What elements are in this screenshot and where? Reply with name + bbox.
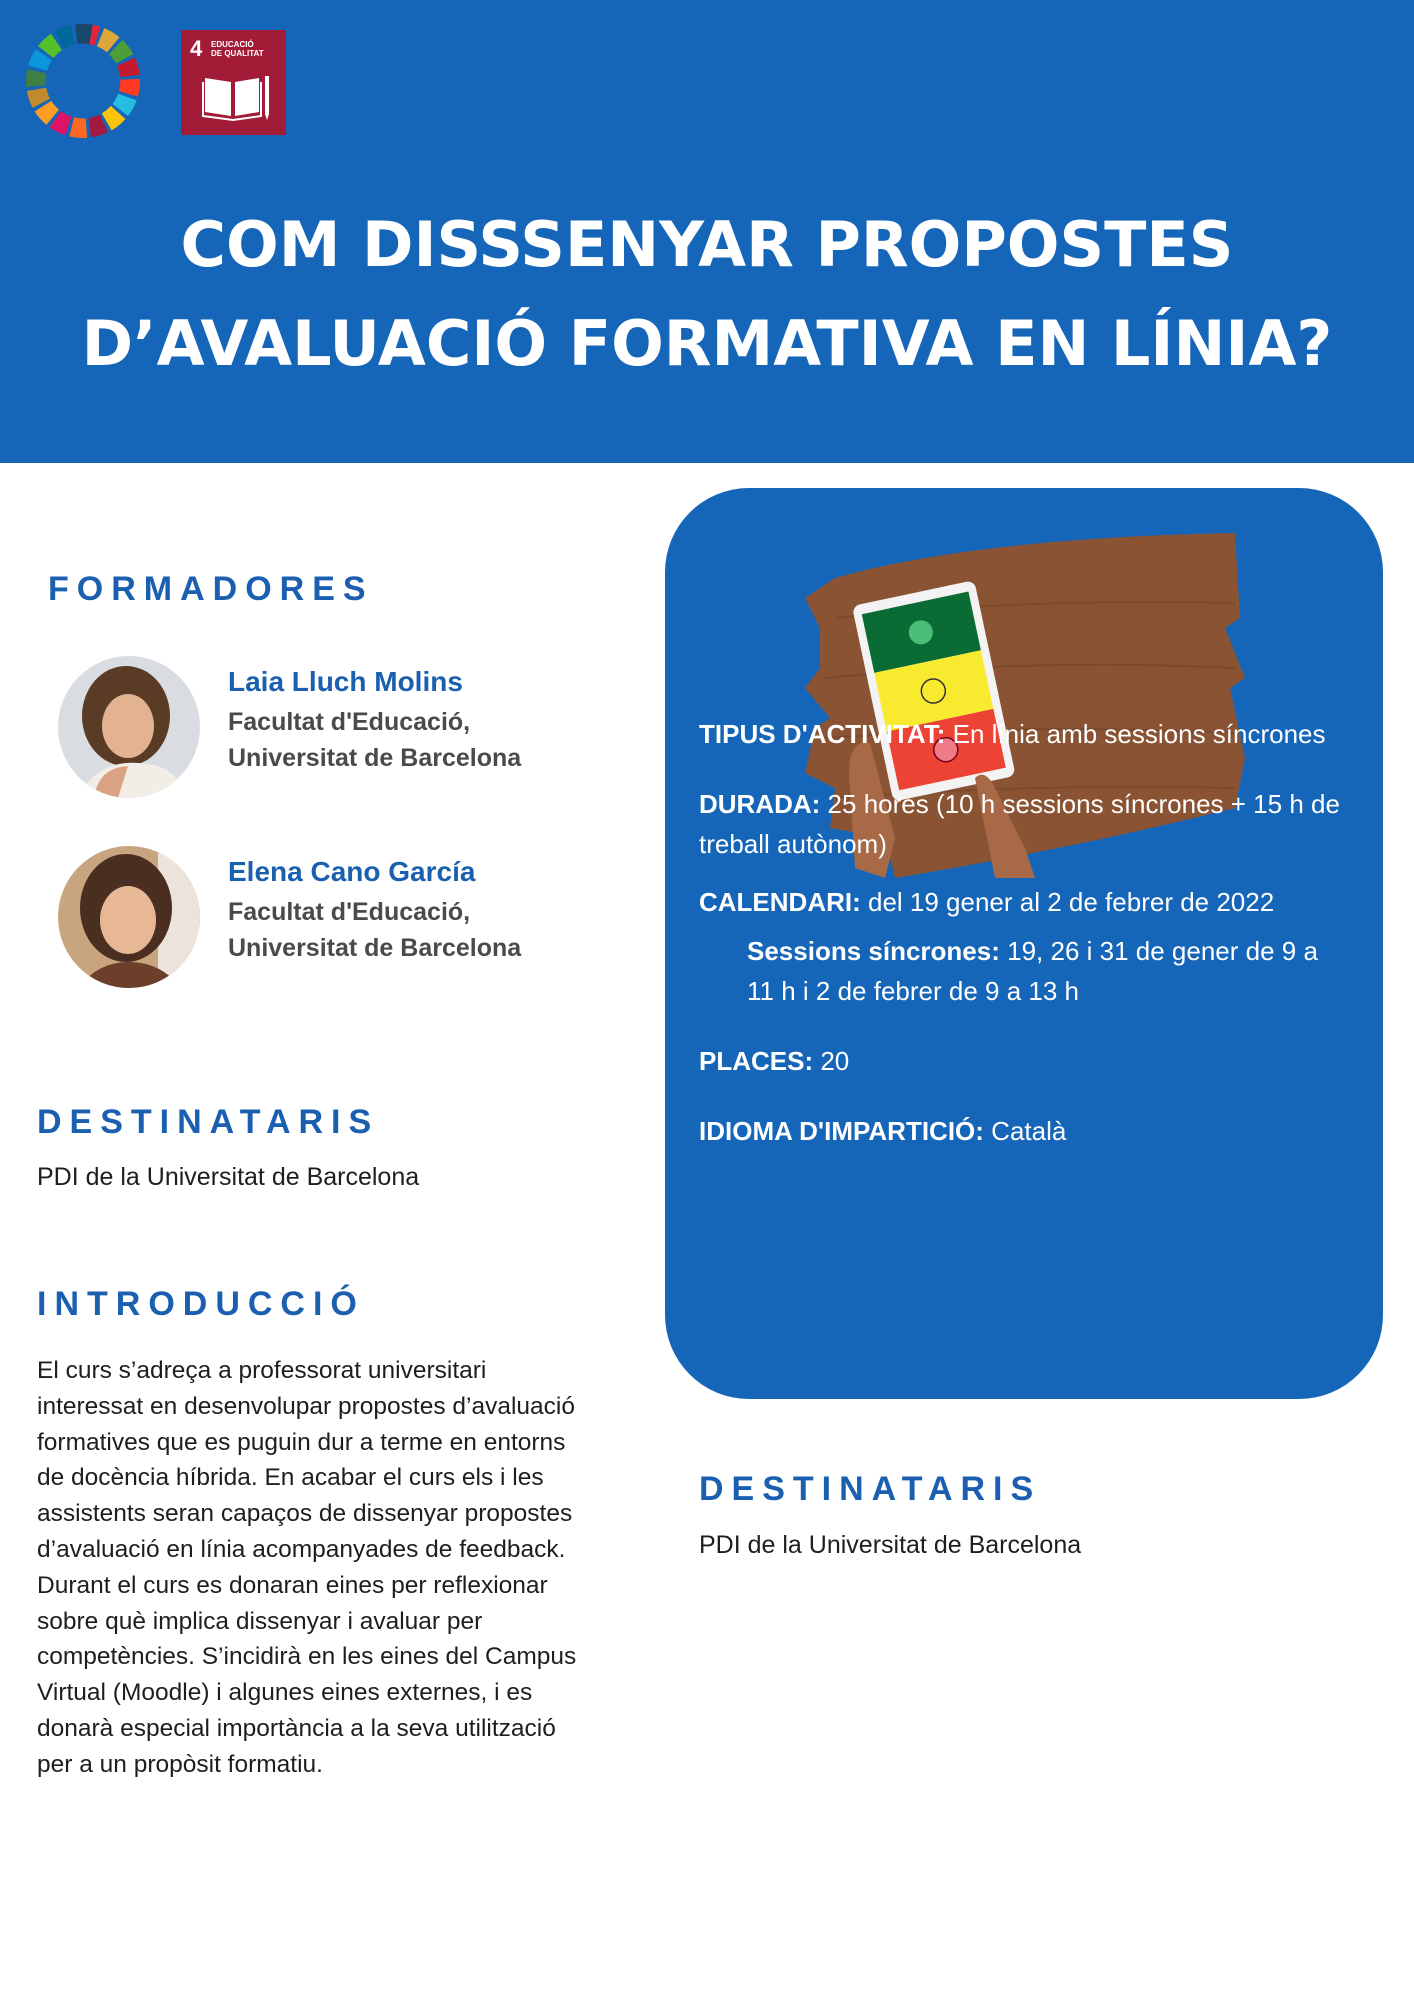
destinataris-text-left: PDI de la Universitat de Barcelona — [37, 1163, 420, 1191]
intro-line: competències. S’incidirà en les eines del Campus — [37, 1643, 577, 1671]
avatar — [58, 846, 200, 988]
durada-label: DURADA: — [699, 789, 821, 819]
trainer-photo-laia — [58, 656, 200, 798]
title-line-1: COM DISSSENYAR PROPOSTES — [180, 208, 1234, 281]
tipus-activitat — [699, 714, 1359, 754]
introduccio-heading: INTRODUCCIÓ — [37, 1285, 365, 1323]
introduccio-paragraph — [37, 1353, 607, 1783]
trainer-name: Elena Cano García — [228, 856, 476, 887]
header-banner — [0, 0, 1414, 463]
sdg-goal-number: 4 — [190, 36, 203, 61]
intro-line: Virtual (Moodle) i algunes eines externes, i es — [37, 1679, 533, 1707]
intro-line: interessat en desenvolupar propostes d’avaluació — [37, 1392, 575, 1420]
sdg-goal-label-line2: DE QUALITAT — [211, 49, 264, 58]
trainer-affiliation — [228, 894, 521, 966]
intro-line: donarà especial importància a la seva utilització — [37, 1714, 556, 1742]
trainer-name: Laia Lluch Molins — [228, 666, 463, 697]
sdg-goal-4-badge — [181, 30, 286, 135]
tipus-label: TIPUS D'ACTIVITAT: — [699, 719, 946, 749]
avatar — [58, 656, 200, 798]
intro-line: per a un propòsit formatiu. — [37, 1750, 323, 1778]
sdg-goal-label-line1: EDUCACIÓ — [211, 40, 254, 49]
page-title — [0, 195, 1414, 393]
trainer-university: Universitat de Barcelona — [228, 934, 522, 962]
destinataris-text-right: PDI de la Universitat de Barcelona — [699, 1531, 1082, 1559]
sessions-label: Sessions síncrones: — [747, 936, 1000, 966]
durada-value: 25 hores (10 h sessions síncrones + 15 h de treball autònom) — [699, 789, 1340, 859]
durada — [699, 784, 1359, 864]
places-value: 20 — [813, 1046, 850, 1076]
intro-line: assistents seran capaços de dissenyar propostes — [37, 1500, 573, 1528]
intro-line: El curs s’adreça a professorat universitari — [37, 1357, 487, 1384]
intro-line: de docència híbrida. En acabar el curs els i les — [37, 1464, 544, 1492]
formadores-heading: FORMADORES — [48, 570, 374, 608]
trainer-faculty: Facultat d'Educació, — [228, 898, 471, 926]
intro-line: Durant el curs es donaran eines per reflexionar — [37, 1571, 548, 1599]
idioma-label: IDIOMA D'IMPARTICIÓ: — [699, 1116, 984, 1146]
sessions-sincrones — [747, 931, 1347, 1011]
sdg-wheel-icon — [24, 22, 142, 140]
destinataris-heading-left: DESTINATARIS — [37, 1103, 380, 1141]
calendari-label: CALENDARI: — [699, 887, 861, 917]
title-line-2: D’AVALUACIÓ FORMATIVA EN LÍNIA? — [81, 307, 1333, 380]
tipus-value: En línia amb sessions síncrones — [945, 719, 1326, 749]
idioma-value: Català — [983, 1116, 1067, 1146]
book-pencil-icon — [201, 72, 271, 122]
sessions-value: 19, 26 i 31 de gener de 9 a 11 h i 2 de febrer de 9 a 13 h — [747, 936, 1318, 1006]
trainer-affiliation — [228, 704, 521, 776]
intro-line: sobre què implica dissenyar i avaluar per — [37, 1607, 483, 1635]
calendari-value: del 19 gener al 2 de febrer de 2022 — [860, 887, 1275, 917]
trainer-photo-elena — [58, 846, 200, 988]
trainer-faculty: Facultat d'Educació, — [228, 708, 471, 736]
intro-line: formatives que es puguin dur a terme en entorns — [37, 1428, 566, 1456]
sdg-goal-label — [211, 40, 281, 58]
trainer-university: Universitat de Barcelona — [228, 744, 522, 772]
course-info-card — [665, 488, 1383, 1399]
calendari — [699, 882, 1359, 922]
intro-line: d’avaluació en línia acompanyades de feedback. — [37, 1535, 566, 1563]
places — [699, 1041, 1359, 1081]
idioma — [699, 1111, 1359, 1151]
destinataris-heading-right: DESTINATARIS — [699, 1470, 1042, 1508]
places-label: PLACES: — [699, 1046, 814, 1076]
